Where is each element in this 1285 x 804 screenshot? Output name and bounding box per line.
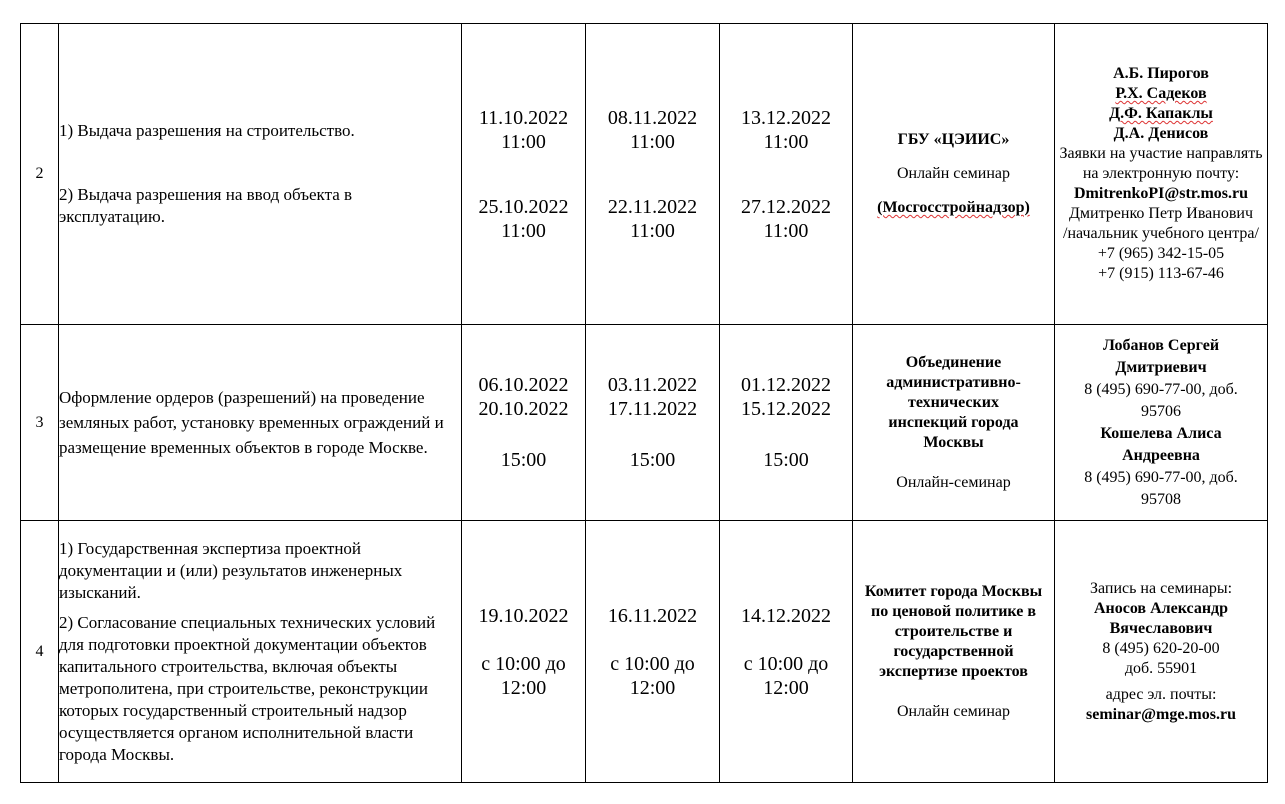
row-number: 3 [21,325,59,521]
contacts-cell [1055,24,1268,325]
topic-item: 2) Согласование специальных технических условий для подготовки проектной документации объектов капитального строительства, включая объекты метрополитена, при строительстве, реконструкции которых государственный строительный надзор осуществляется органом исполнительной власти города Москвы. [59,612,436,764]
contact-phone: 8 (495) 690-77-00, доб. 95708 [1084,468,1238,508]
date: 13.12.2022 [741,106,831,129]
organizer-note [853,198,1054,218]
time: 15:00 [500,449,547,471]
table-row [21,521,1268,783]
organizer-name: Объединение административно-технических инспекций города Москвы [886,353,1021,451]
contact-person: Р.Х. Садеков [1115,85,1207,102]
seminar-format: Онлайн семинар [896,702,1011,720]
contact-phone: +7 (915) 113-67-46 [1098,265,1224,282]
topic-item: Оформление ордеров (разрешений) на проведение земляных работ, установку временных ограждений и размещение временных объектов в городе Москве. [59,388,444,457]
contacts-cell [1055,521,1268,783]
time: 15:00 [763,449,809,471]
date-cell-december [720,521,853,783]
date: 15.12.2022 [741,398,831,420]
date-cell-november [586,521,720,783]
date: 25.10.2022 [478,195,569,218]
seminar-topic [59,521,462,783]
time-range: с 10:00 до 12:00 [743,652,829,699]
contact-email: seminar@mge.mos.ru [1086,705,1236,723]
date: 01.12.2022 [741,374,831,396]
date-cell-october [462,325,586,521]
organizer-name: ГБУ «ЦЭИИС» [897,131,1010,148]
contact-phone: 8 (495) 690-77-00, доб. 95706 [1084,380,1238,420]
time-range: с 10:00 до 12:00 [610,652,695,699]
time: 11:00 [763,130,809,153]
date: 19.10.2022 [478,604,569,627]
date-cell-december [720,325,853,521]
time: 11:00 [501,219,546,242]
topic-item: 2) Выдача разрешения на ввод объекта в эксплуатацию. [59,185,353,226]
date-cell-october [462,521,586,783]
date: 27.12.2022 [741,195,831,218]
seminar-topic [59,24,462,325]
date: 22.11.2022 [607,195,698,218]
organizer-cell [853,325,1055,521]
contacts-cell [1055,325,1268,521]
row-number: 2 [21,24,59,325]
contact-person: Д.А. Денисов [1113,125,1209,142]
registration-label: Запись на семинары: [1089,579,1233,597]
date: 08.11.2022 [607,106,698,129]
contact-person: Кошелева Алиса Андреевна [1100,424,1222,464]
time: 11:00 [501,130,546,153]
topic-item: 1) Выдача разрешения на строительство. [59,121,355,140]
contact-phone: +7 (965) 342-15-05 [1097,245,1225,262]
time: 11:00 [763,219,809,242]
manager-name: Дмитренко Петр Иванович [1069,205,1253,222]
email-label: адрес эл. почты: [1105,685,1217,703]
organizer-note-text: (Мосгосстройнадзор) [877,199,1030,216]
date: 16.11.2022 [607,604,698,627]
date-cell-november [586,325,720,521]
row-number: 4 [21,521,59,783]
seminar-topic [59,325,462,521]
date-cell-december [720,24,853,325]
seminar-schedule-table [20,23,1268,783]
organizer-cell [853,521,1055,783]
date-cell-october [462,24,586,325]
date-cell-november [586,24,720,325]
date: 17.11.2022 [607,398,698,420]
time: 11:00 [630,130,675,153]
contact-person: А.Б. Пирогов [1113,65,1209,82]
topic-item: 1) Государственная экспертиза проектной документации и (или) результатов инженерных изысканий. [59,538,403,602]
time: 11:00 [630,219,675,242]
time: 15:00 [629,449,676,471]
organizer-cell [853,24,1055,325]
contact-email: DmitrenkoPI@str.mos.ru [1074,185,1248,202]
date: 03.11.2022 [607,374,698,396]
table-row [21,325,1268,521]
seminar-format: Онлайн семинар [896,165,1011,182]
contact-person: Аносов Александр Вячеславович [1093,599,1229,637]
contact-person: Д.Ф. Капаклы [1109,105,1213,122]
date: 11.10.2022 [478,106,569,129]
date: 14.12.2022 [741,604,831,627]
time-range: с 10:00 до 12:00 [481,652,566,699]
date: 20.10.2022 [478,398,569,420]
table-row [21,24,1268,325]
organizer-name: Комитет города Москвы по ценовой политике в строительстве и государственной экспертизе проектов [864,582,1043,680]
application-note: Заявки на участие направлять на электронную почту: [1059,145,1263,182]
contact-phone: 8 (495) 620-20-00 доб. 55901 [1102,639,1220,677]
date: 06.10.2022 [478,374,569,396]
contact-person: Лобанов Сергей Дмитриевич [1102,336,1220,376]
manager-role: /начальник учебного центра/ [1063,225,1259,242]
seminar-format: Онлайн-семинар [896,473,1011,491]
